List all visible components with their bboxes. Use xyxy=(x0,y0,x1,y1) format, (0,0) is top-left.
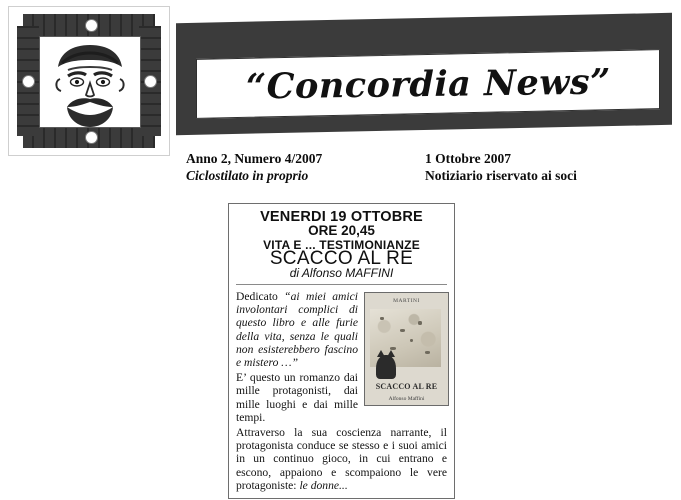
bearded-face-icon xyxy=(40,37,140,127)
book-cover-image xyxy=(364,292,449,406)
ornamental-frame xyxy=(15,12,163,150)
cover-fleck xyxy=(400,329,405,332)
article-paragraph-2: E’ questo un romanzo dai mille protagonisti, dai mille luoghi e dai mille tempi. xyxy=(236,371,358,424)
title-banner xyxy=(196,49,660,119)
issue-info-right xyxy=(425,150,675,184)
frame-dot-bottom-icon xyxy=(85,131,98,144)
paragraph-3-emphasis: le donne... xyxy=(299,478,348,492)
cover-fleck xyxy=(410,339,413,342)
book-author-on-cover: Alfonso Maffini xyxy=(388,396,425,402)
event-date-line: VENERDI 19 OTTOBRE xyxy=(260,209,423,225)
event-title: SCACCO AL RE xyxy=(269,248,414,269)
logo-inner-panel xyxy=(39,36,141,128)
cover-fleck xyxy=(418,321,422,325)
book-cover-figure xyxy=(364,292,447,406)
cover-fleck xyxy=(425,351,430,354)
event-time-line: ORE 20,45 xyxy=(308,223,375,238)
heading-divider xyxy=(236,284,447,285)
book-title-on-cover: SCACCO AL RE xyxy=(375,382,438,391)
newsletter-title: “Concordia News” xyxy=(245,60,611,108)
cat-silhouette-icon xyxy=(376,355,396,379)
event-author: di Alfonso MAFFINI xyxy=(289,266,394,280)
article-heading xyxy=(236,210,447,285)
masthead xyxy=(0,0,681,155)
issue-printing-note: Ciclostilato in proprio xyxy=(186,168,309,183)
frame-dot-top-icon xyxy=(85,19,98,32)
issue-number: Anno 2, Numero 4/2007 xyxy=(186,151,323,166)
paragraph-3-text: Attraverso la sua coscienza narrante, il protagonista conduce se stesso e i suoi amici in un continuo gioco, in cui entrano e escono, appaiono e scompaiono le vere protagoniste: xyxy=(236,426,447,492)
newsletter-logo xyxy=(8,6,170,156)
issue-info-row xyxy=(0,150,681,190)
issue-distribution-note: Notiziario riservato ai soci xyxy=(425,168,577,183)
article-paragraph-3 xyxy=(236,426,447,492)
frame-dot-left-icon xyxy=(22,75,35,88)
cover-fleck xyxy=(380,317,384,320)
event-series-line: VITA E ... TESTIMONIANZE xyxy=(263,238,420,252)
issue-info-left xyxy=(186,150,416,184)
issue-date: 1 Ottobre 2007 xyxy=(425,151,511,166)
article-clipping xyxy=(228,203,455,499)
dedication-lead: Dedicato xyxy=(236,290,285,303)
frame-dot-right-icon xyxy=(144,75,157,88)
dedication-quote: “ai miei amici involontari complici di questo libro e alle furie della vita, senza le quali non esisterebbero fascino e mistero …” xyxy=(236,290,358,370)
article-body xyxy=(236,290,447,494)
book-publisher-label: MARTINI xyxy=(393,298,420,304)
